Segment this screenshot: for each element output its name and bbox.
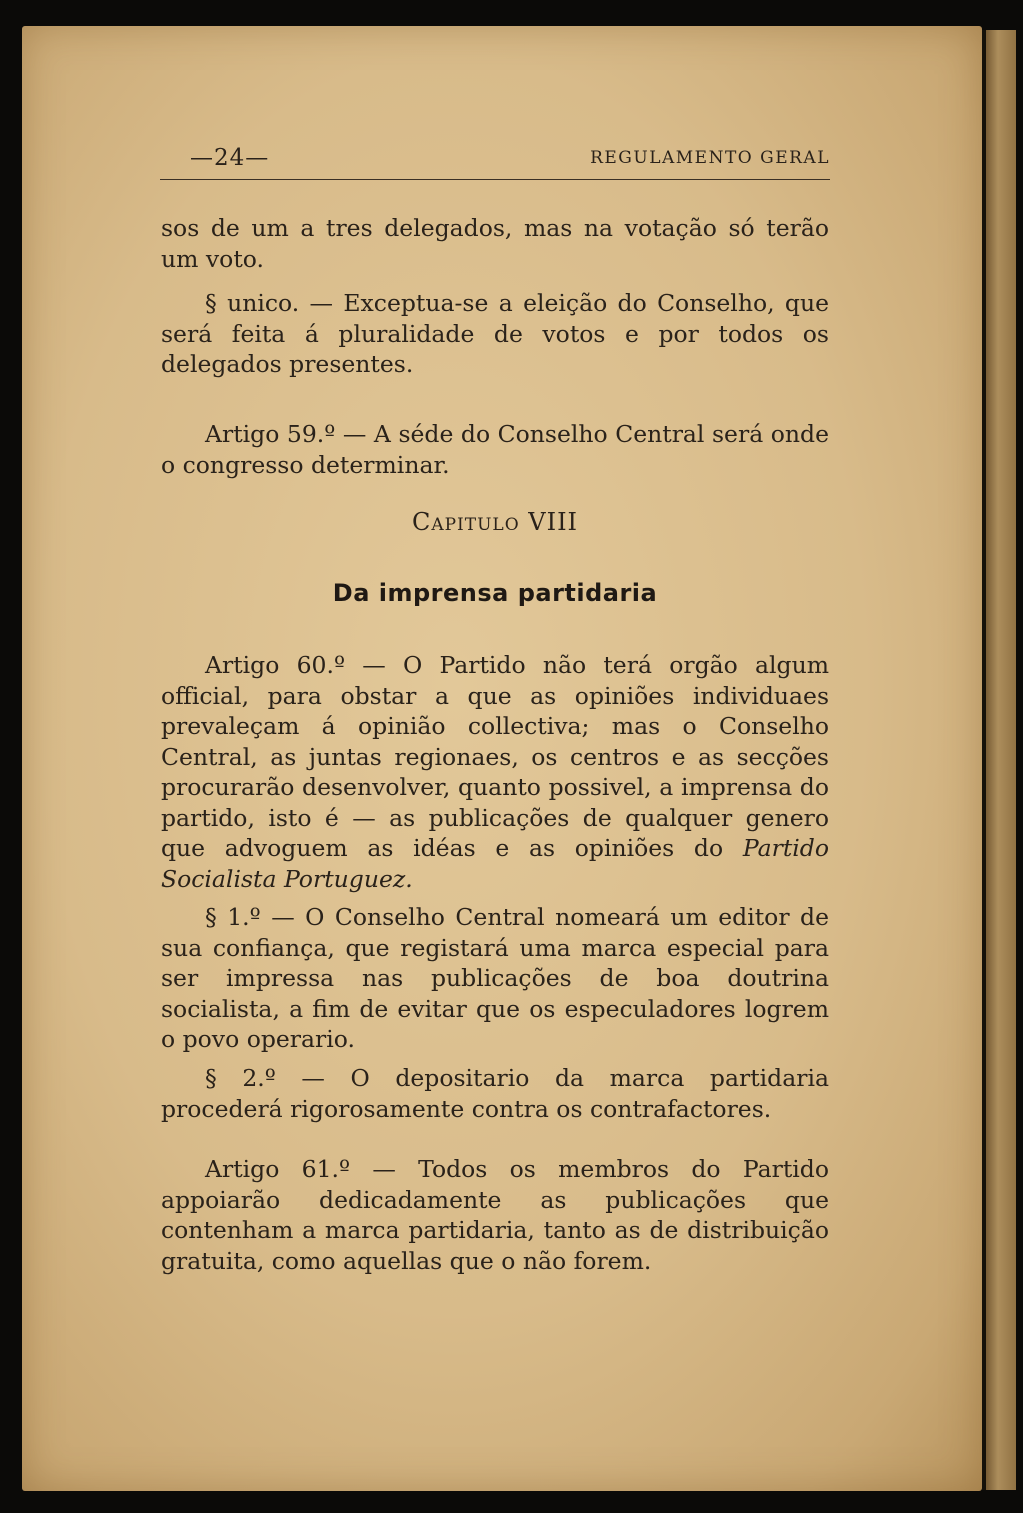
section-heading: Da imprensa partidaria bbox=[332, 579, 658, 607]
chapter-label: Capitulo VIII bbox=[411, 508, 579, 536]
paragraph-text-main: Artigo 60.º — O Partido não terá orgão algum official, para obstar a que as opiniões individuaes prevaleçam á opinião collectiva; mas o Conselho Central, as juntas regionaes, os centros e as secções procurarão desenvolver, quanto possivel, a imprensa do partido, isto é — as publicações de qualquer genero que advoguem as idéas e as opiniões do bbox=[161, 651, 829, 862]
paragraph-artigo-60 bbox=[161, 650, 829, 894]
running-title: REGULAMENTO GERAL bbox=[590, 148, 830, 168]
paragraph-text bbox=[161, 650, 829, 894]
page-header bbox=[160, 145, 830, 177]
paragraph-text: § 2.º — O depositario da marca partidaria procederá rigorosamente contra os contrafactores. bbox=[161, 1064, 829, 1123]
paragraph-paragrafo-2 bbox=[161, 1063, 829, 1124]
paragraph-text: sos de um a tres delegados, mas na votação só terão um voto. bbox=[161, 214, 829, 273]
chapter-heading bbox=[161, 508, 829, 536]
paragraph-continuation bbox=[161, 213, 829, 274]
paragraph-text: Artigo 59.º — A séde do Conselho Central será onde o congresso determinar. bbox=[161, 420, 829, 479]
paragraph-artigo-59 bbox=[161, 419, 829, 480]
paragraph-text: § unico. — Exceptua-se a eleição do Conselho, que será feita á pluralidade de votos e por todos os delegados presentes. bbox=[161, 289, 829, 378]
paragraph-text: § 1.º — O Conselho Central nomeará um editor de sua confiança, que registará uma marca especial para ser impressa nas publicações de boa doutrina socialista, a fim de evitar que os especuladores logrem o povo operario. bbox=[161, 903, 829, 1053]
paragraph-paragrafo-1 bbox=[161, 902, 829, 1055]
page-number: —24— bbox=[190, 145, 270, 171]
party-name-italic: Partido Socialista Portuguez. bbox=[161, 834, 829, 893]
next-page-edge bbox=[986, 30, 1016, 1490]
paragraph-unico bbox=[161, 288, 829, 380]
header-rule bbox=[160, 179, 830, 180]
paragraph-artigo-61 bbox=[161, 1154, 829, 1276]
paragraph-text: Artigo 61.º — Todos os membros do Partido appoiarão dedicadamente as publicações que contenham a marca partidaria, tanto as de distribuição gratuita, como aquellas que o não forem. bbox=[161, 1155, 829, 1275]
